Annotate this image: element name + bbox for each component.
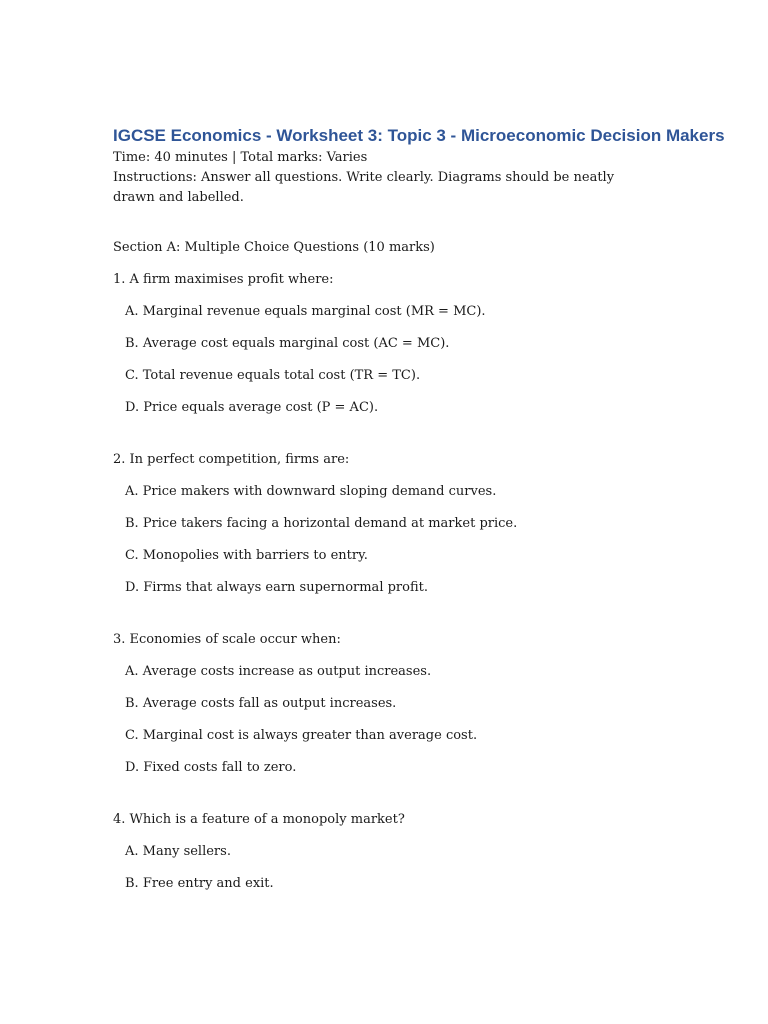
option-b: B. Price takers facing a horizontal demand at market price. bbox=[125, 516, 518, 531]
option-c: C. Marginal cost is always greater than average cost. bbox=[125, 728, 478, 743]
option-b: B. Average costs fall as output increases. bbox=[125, 696, 397, 711]
instructions: Instructions: Answer all questions. Write clearly. Diagrams should be neatly drawn and labelled. bbox=[113, 170, 615, 205]
option-c: C. Total revenue equals total cost (TR = TC). bbox=[125, 368, 421, 383]
option-a: A. Many sellers. bbox=[125, 844, 231, 859]
option-c: C. Monopolies with barriers to entry. bbox=[125, 548, 368, 563]
question-stem: 1. A firm maximises profit where: bbox=[113, 272, 334, 287]
question-stem: 4. Which is a feature of a monopoly market? bbox=[113, 812, 405, 827]
question-stem: 2. In perfect competition, firms are: bbox=[113, 452, 350, 467]
document-content bbox=[113, 124, 725, 894]
option-a: A. Average costs increase as output increases. bbox=[125, 664, 432, 679]
option-d: D. Price equals average cost (P = AC). bbox=[125, 400, 379, 415]
time-and-marks: Time: 40 minutes | Total marks: Varies bbox=[113, 150, 368, 165]
section-a-heading: Section A: Multiple Choice Questions (10 marks) bbox=[113, 240, 435, 255]
question-stem: 3. Economies of scale occur when: bbox=[113, 632, 341, 647]
option-d: D. Firms that always earn supernormal profit. bbox=[125, 580, 428, 595]
document-title: IGCSE Economics - Worksheet 3: Topic 3 - Microeconomic Decision Makers bbox=[113, 126, 725, 145]
question-1 bbox=[113, 270, 653, 418]
question-3 bbox=[113, 630, 653, 778]
option-b: B. Free entry and exit. bbox=[125, 876, 274, 891]
option-d: D. Fixed costs fall to zero. bbox=[125, 760, 297, 775]
question-2 bbox=[113, 450, 653, 598]
option-a: A. Price makers with downward sloping demand curves. bbox=[125, 484, 497, 499]
option-b: B. Average cost equals marginal cost (AC = MC). bbox=[125, 336, 450, 351]
option-a: A. Marginal revenue equals marginal cost (MR = MC). bbox=[125, 304, 486, 319]
question-4 bbox=[113, 810, 653, 894]
